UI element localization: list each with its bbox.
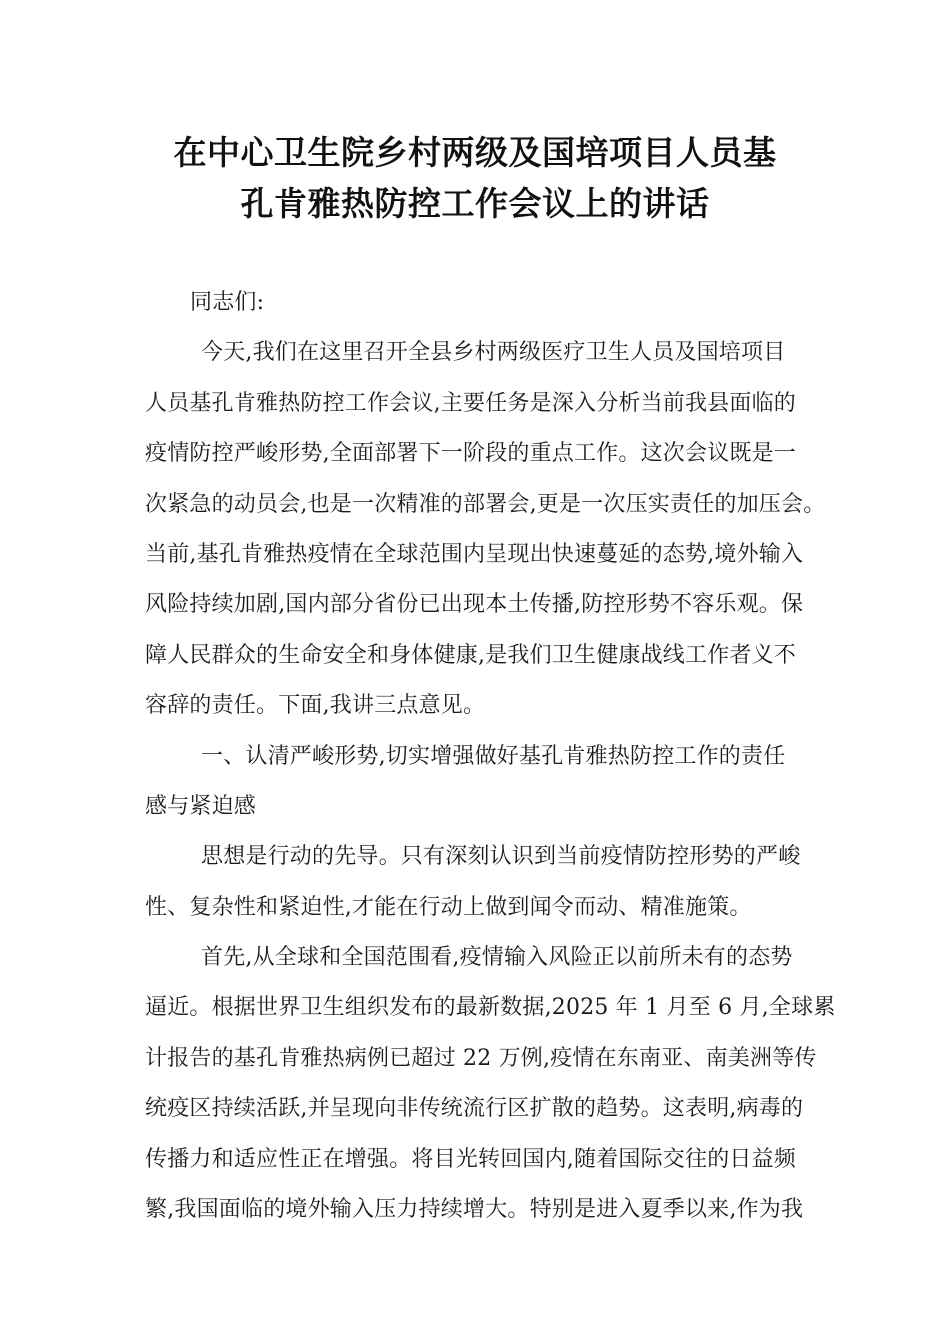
paragraph-line: 人员基孔肯雅热防控工作会议,主要任务是深入分析当前我县面临的 (145, 390, 796, 416)
paragraph-line: 今天,我们在这里召开全县乡村两级医疗卫生人员及国培项目 (201, 340, 786, 366)
section-heading-line: 感与紧迫感 (145, 793, 257, 819)
document-body (145, 278, 836, 1235)
paragraph-line: 首先,从全球和全国范围看,疫情输入风险正以前所未有的态势 (201, 945, 793, 971)
paragraph-line: 统疫区持续活跃,并呈现向非传统流行区扩散的趋势。这表明,病毒的 (145, 1096, 804, 1122)
paragraph-line: 次紧急的动员会,也是一次精准的部署会,更是一次压实责任的加压会。 (145, 491, 826, 517)
document-title-line-1: 在中心卫生院乡村两级及国培项目人员基 (173, 133, 777, 172)
paragraph-line: 繁,我国面临的境外输入压力持续增大。特别是进入夏季以来,作为我 (145, 1197, 804, 1223)
paragraph-line: 疫情防控严峻形势,全面部署下一阶段的重点工作。这次会议既是一 (145, 441, 796, 467)
paragraph-line: 容辞的责任。下面,我讲三点意见。 (145, 693, 486, 719)
paragraph-line: 逼近。根据世界卫生组织发布的最新数据,2025 年 1 月至 6 月,全球累 (145, 995, 836, 1021)
document-title-line-2: 孔肯雅热防控工作会议上的讲话 (240, 184, 710, 223)
paragraph-line: 传播力和适应性正在增强。将目光转回国内,随着国际交往的日益频 (145, 1146, 796, 1172)
section-heading-line: 一、认清严峻形势,切实增强做好基孔肯雅热防控工作的责任 (201, 743, 786, 769)
paragraph-line: 性、复杂性和紧迫性,才能在行动上做到闻令而动、精准施策。 (145, 894, 752, 920)
salutation: 同志们: (190, 290, 265, 315)
paragraph-line: 风险持续加剧,国内部分省份已出现本土传播,防控形势不容乐观。保 (145, 592, 804, 618)
paragraph-line: 障人民群众的生命安全和身体健康,是我们卫生健康战线工作者义不 (145, 642, 796, 668)
paragraph-line: 计报告的基孔肯雅热病例已超过 22 万例,疫情在东南亚、南美洲等传 (145, 1045, 817, 1071)
paragraph-line: 思想是行动的先导。只有深刻认识到当前疫情防控形势的严峻 (201, 844, 801, 870)
paragraph-line: 当前,基孔肯雅热疫情在全球范围内呈现出快速蔓延的态势,境外输入 (145, 541, 804, 567)
